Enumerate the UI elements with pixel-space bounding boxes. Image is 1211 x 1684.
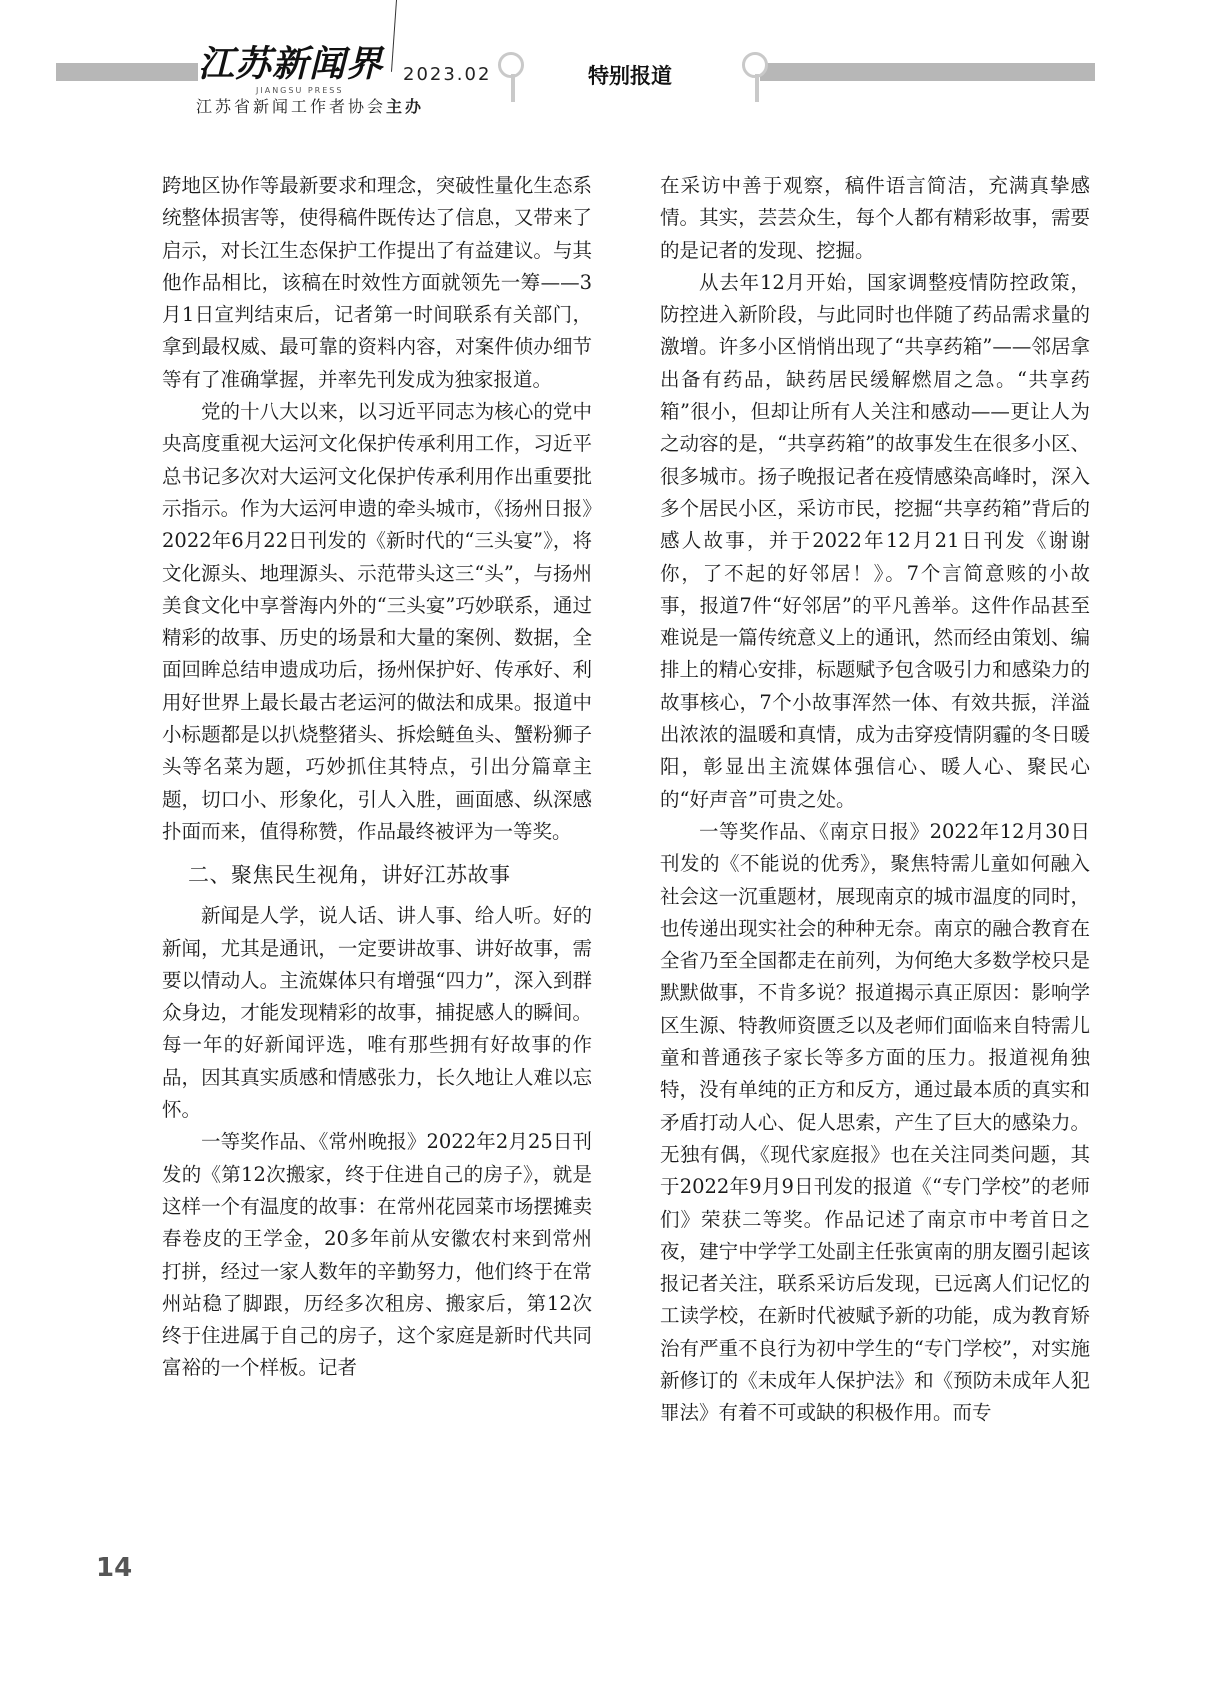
paragraph: 一等奖作品、《南京日报》2022年12月30日刊发的《不能说的优秀》，聚焦特需儿童如何融入社会这一沉重题材，展现南京的城市温度的同时，也传递出现实社会的种种无奈。南京的融合教育在全省乃至全国都走在前列，为何绝大多数学校只是默默做事，不肯多说？报道揭示真正原因：影响学区生源、特教师资匮乏以及老师们面临来自特需儿童和普通孩子家长等多方面的压力。报道视角独特，没有单纯的正方和反方，通过最本质的真实和矛盾打动人心、促人思索，产生了巨大的感染力。无独有偶，《现代家庭报》也在关注同类问题，其于2022年9月9日刊发的报道《“专门学校”的老师们》荣获二等奖。作品记述了南京市中考首日之夜，建宁中学学工处副主任张寅南的朋友圈引起该报记者关注，联系采访后发现，已远离人们记忆的工读学校，在新时代被赋予新的功能，成为教育矫治有严重不良行为初中学生的“专门学校”，对实施新修订的《未成年人保护法》和《预防未成年人犯罪法》有着不可或缺的积极作用。而专 [660,819,1090,1425]
left-column [162,170,592,1385]
sponsor-suffix: 主办 [386,97,425,116]
header-bar-right [760,63,1095,81]
journal-english-name: JIANGSU PRESS [256,86,344,95]
paragraph: 跨地区协作等最新要求和理念，突破性量化生态系统整体损害等，使得稿件既传达了信息，又带来了启示，对长江生态保护工作提出了有益建议。与其他作品相比，该稿在时效性方面就领先一筹——3月1日宣判结束后，记者第一时间联系有关部门，拿到最权威、最可靠的资料内容，对案件侦办细节等有了准确掌握，并率先刊发成为独家报道。 [162,174,592,391]
header-bar-left [56,63,198,81]
paragraph: 新闻是人学，说人话、讲人事、给人听。好的新闻，尤其是通讯，一定要讲故事、讲好故事，需要以情动人。主流媒体只有增强“四力”，深入到群众身边，才能发现精彩的故事，捕捉感人的瞬间。每一年的好新闻评选，唯有那些拥有好故事的作品，因其真实质感和情感张力，长久地让人难以忘怀。 [162,904,592,1122]
header-divider [391,0,397,72]
paragraph: 在采访中善于观察，稿件语言简洁，充满真挚感情。其实，芸芸众生，每个人都有精彩故事，需要的是记者的发现、挖掘。 [660,174,1090,262]
issue-number: 2023.02 [403,64,492,85]
masthead [198,44,388,95]
section-heading: 二、聚焦民生视角，讲好江苏故事 [188,863,511,888]
paragraph: 一等奖作品、《常州晚报》2022年2月25日刊发的《第12次搬家，终于住进自己的房子》，就是这样一个有温度的故事：在常州花园菜市场摆摊卖春卷皮的王学金，20多年前从安徽农村来到常州打拼，经过一家人数年的辛勤努力，他们终于在常州站稳了脚跟，历经多次租房、搬家后，第12次终于住进属于自己的房子，这个家庭是新时代共同富裕的一个样板。记者 [162,1130,592,1380]
right-column [660,170,1090,1430]
sponsor-name: 江苏省新闻工作者协会 [196,97,387,116]
pin-marker-icon [742,52,772,78]
paragraph: 从去年12月开始，国家调整疫情防控政策，防控进入新阶段，与此同时也伴随了药品需求量的激增。许多小区悄悄出现了“共享药箱”——邻居拿出备有药品，缺药居民缓解燃眉之急。“共享药箱”很小，但却让所有人关注和感动——更让人为之动容的是，“共享药箱”的故事发生在很多小区、很多城市。扬子晚报记者在疫情感染高峰时，深入多个居民小区，采访市民，挖掘“共享药箱”背后的感人故事，并于2022年12月21日刊发《谢谢你，了不起的好邻居！》。7个言简意赅的小故事，报道7件“好邻居”的平凡善举。这件作品甚至难说是一篇传统意义上的通讯，然而经由策划、编排上的精心安排，标题赋予包含吸引力和感染力的故事核心，7个小故事浑然一体、有效共振，洋溢出浓浓的温暖和真情，成为击穿疫情阴霾的冬日暖阳，彰显出主流媒体强信心、暖人心、聚民心的“好声音”可贵之处。 [660,270,1090,811]
pin-marker-icon [498,52,528,78]
sponsor-line [196,94,424,117]
paragraph: 党的十八大以来，以习近平同志为核心的党中央高度重视大运河文化保护传承利用工作，习近平总书记多次对大运河文化保护传承利用作出重要批示指示。作为大运河申遗的牵头城市，《扬州日报》2022年6月22日刊发的《新时代的“三头宴”》，将文化源头、地理源头、示范带头这三“头”，与扬州美食文化中享誉海内外的“三头宴”巧妙联系，通过精彩的故事、历史的场景和大量的案例、数据，全面回眸总结申遗成功后，扬州保护好、传承好、利用好世界上最长最古老运河的做法和成果。报道中小标题都是以扒烧整猪头、拆烩鲢鱼头、蟹粉狮子头等名菜为题，巧妙抓住其特点，引出分篇章主题，切口小、形象化，引人入胜，画面感、纵深感扑面而来，值得称赞，作品最终被评为一等奖。 [162,400,592,843]
journal-title: 江苏新闻界 [198,44,384,85]
section-title: 特别报道 [588,64,672,88]
page-number: 14 [96,1553,133,1583]
